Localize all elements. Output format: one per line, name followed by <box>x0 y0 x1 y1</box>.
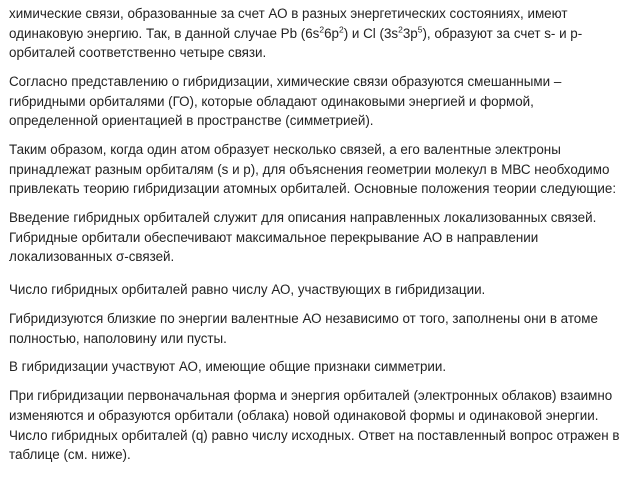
paragraph-4-line-2: Гибридные орбитали обеспечивают максимальное перекрывание АО в направлении <box>9 230 539 245</box>
paragraph-1-line-2: одинаковую энергию. Так, в данной случае Pb $(6s^26p^2)$ и Cl $(3s^23p^5)$, образуют за счет s- и р- <box>9 24 583 41</box>
paragraph-1-line-1: химические связи, образованные за счет АО в разных энергетических состояниях, имеют <box>9 6 568 21</box>
superscript: 2 <box>339 24 344 35</box>
paragraph-6-line-1: Гибридизуются близкие по энергии валентные АО независимо от того, заполнены они в атоме <box>9 311 598 326</box>
paragraph-2-line-3: определенной ориентацией в пространстве (симметрией). <box>9 113 374 128</box>
paragraph-6-line-2: полностью, наполовину или пусты. <box>9 331 227 346</box>
paragraph-1-line-3: орбиталей соответственно четыре связи. <box>9 45 267 60</box>
paragraph-3-line-3: привлекать теорию гибридизации атомных орбиталей. Основные положения теории следующие: <box>9 181 617 196</box>
paragraph-2-line-2: гибридными орбиталями (ГО), которые обладают одинаковыми энергией и формой, <box>9 94 534 109</box>
paragraph-2-line-1: Согласно представлению о гибридизации, химические связи образуются смешанными – <box>9 74 562 89</box>
paragraph-4-line-3: локализованных σ-связей. <box>9 249 175 264</box>
paragraph-8-line-4: таблице (см. ниже). <box>9 447 131 462</box>
paragraph-5-line-1: Число гибридных орбиталей равно числу АО, участвующих в гибридизации. <box>9 282 486 297</box>
superscript: 5 <box>417 24 423 35</box>
paragraph-8-line-3: Число гибридных орбиталей (q) равно числу исходных. Ответ на поставленный вопрос отражен в <box>9 428 620 443</box>
superscript: 2 <box>319 24 325 35</box>
paragraph-3-line-1: Таким образом, когда один атом образует несколько связей, а его валентные электроны <box>9 142 561 157</box>
paragraph-3-line-2: принадлежат разным орбиталям (s и p), для объяснения геометрии молекул в МВС необходимо <box>9 162 610 177</box>
paragraph-4-line-1: Введение гибридных орбиталей служит для описания направленных локализованных связей. <box>9 210 597 225</box>
superscript: 2 <box>398 24 403 35</box>
paragraph-8-line-1: При гибридизации первоначальная форма и энергия орбиталей (электронных облаков) взаимно <box>9 388 613 403</box>
paragraph-7-line-1: В гибридизации участвуют АО, имеющие общие признаки симметрии. <box>9 359 447 374</box>
paragraph-8-line-2: изменяются и образуются орбитали (облака) новой одинаковой формы и одинаковой энергии. <box>9 408 599 423</box>
